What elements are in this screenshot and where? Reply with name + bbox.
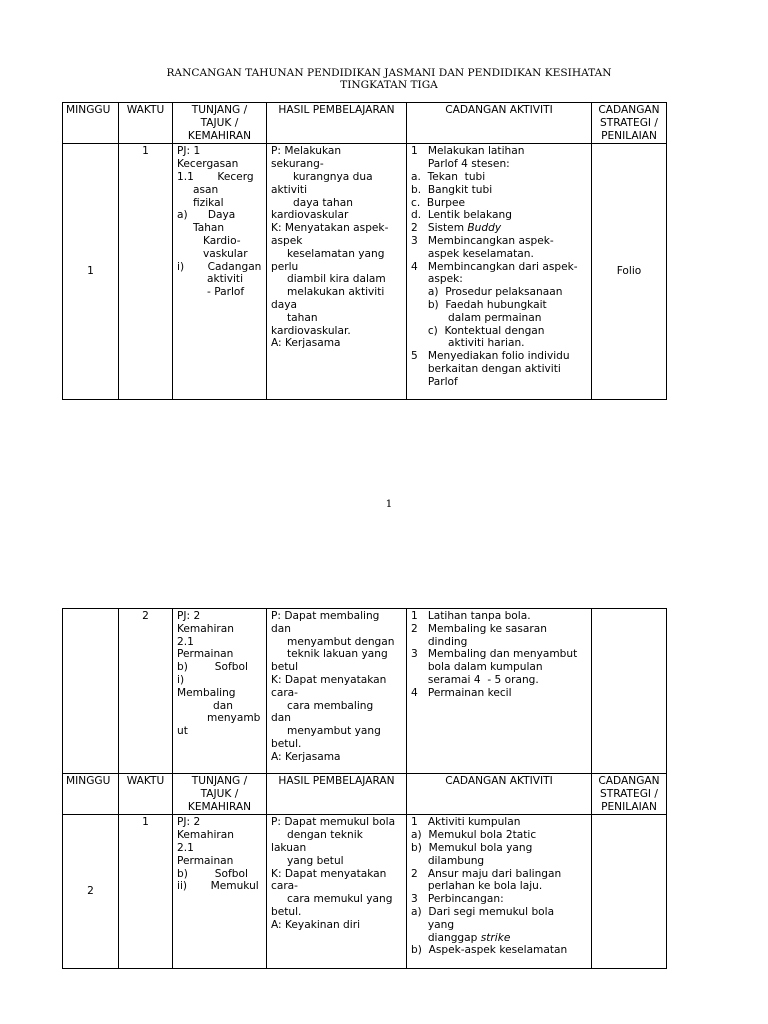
tunjang-cell: PJ: 2 Kemahiran 2.1 Permainan b) Sofbol ii) Memukul [173,815,267,969]
page-number: 1 [385,498,393,510]
hasil-cell: P: Dapat memukul bola dengan teknik lakuan yang betul K: Dapat menyatakan cara- cara memukul yang betul. A: Keyakinan diri [267,815,407,969]
table-row [63,609,667,774]
header-aktiviti: CADANGAN AKTIVITI [407,774,592,815]
hasil-cell: P: Melakukan sekurang- kurangnya dua aktiviti daya tahan kardiovaskular K: Menyatakan aspek- aspek keselamatan yang perlu diambil kira dalam melakukan aktiviti daya tahan kardiovaskular. A: Kerjasama [267,144,407,400]
header-tunjang: TUNJANG / TAJUK / KEMAHIRAN [173,103,267,144]
header-strategi: CADANGAN STRATEGI / PENILAIAN [592,774,667,815]
strike-term: strike [480,931,511,944]
minggu-cell: 1 [63,144,119,400]
document-subtitle: TINGKATAN TIGA [340,79,438,91]
plan-table-2 [62,608,667,969]
hasil-cell: P: Dapat membaling dan menyambut dengan teknik lakuan yang betul K: Dapat menyatakan cara- cara membaling dan menyambut yang betul. A: Kerjasama [267,609,407,774]
header-strategi: CADANGAN STRATEGI / PENILAIAN [592,103,667,144]
aktiviti-cell: 1 Aktiviti kumpulan a) Memukul bola 2tatic b) Memukul bola yang dilambung 2 Ansur maju dari balingan perlahan ke bola laju. 3 Perbincangan: a) Dari segi memukul bola yang dianggap strike b) Aspek-aspek keselamatan [407,815,592,969]
header-waktu: WAKTU [119,103,173,144]
header-hasil: HASIL PEMBELAJARAN [267,774,407,815]
header-aktiviti: CADANGAN AKTIVITI [407,103,592,144]
header-row [63,103,667,144]
header-minggu: MINGGU [63,774,119,815]
minggu-cell: 2 [63,815,119,969]
header-minggu: MINGGU [63,103,119,144]
tunjang-cell: PJ: 2 Kemahiran 2.1 Permainan b) Sofbol i) Membaling dan menyamb ut [173,609,267,774]
waktu-cell: 1 [119,815,173,969]
buddy-term: Buddy [467,222,502,235]
tunjang-cell: PJ: 1 Kecergasan 1.1 Kecerg asan fizikal a) Daya Tahan Kardio- vaskular i) Cadangan aktiviti - Parlof [173,144,267,400]
header-row [63,774,667,815]
table-row [63,815,667,969]
waktu-cell: 2 [119,609,173,774]
aktiviti-cell: 1 Latihan tanpa bola. 2 Membaling ke sasaran dinding 3 Membaling dan menyambut bola dalam kumpulan seramai 4 - 5 orang. 4 Permainan kecil [407,609,592,774]
minggu-cell [63,609,119,774]
header-hasil: HASIL PEMBELAJARAN [267,103,407,144]
strategi-cell [592,609,667,774]
table-row [63,144,667,400]
aktiviti-cell: 1 Melakukan latihan Parlof 4 stesen: a. Tekan tubi b. Bangkit tubi c. Burpee d. Lentik belakang 2 Sistem Buddy 3 Membincangkan aspek- aspek keselamatan. 4 Membincangkan dari aspek- aspek: a) Prosedur pelaksanaan b) Faedah hubungkait dalam permainan c) Kontektual dengan aktiviti harian. 5 Menyediakan folio individu berkaitan dengan aktiviti Parlof [407,144,592,400]
document-title: RANCANGAN TAHUNAN PENDIDIKAN JASMANI DAN PENDIDIKAN KESIHATAN [166,67,612,79]
strategi-cell: Folio [592,144,667,400]
header-tunjang: TUNJANG / TAJUK / KEMAHIRAN [173,774,267,815]
waktu-cell: 1 [119,144,173,400]
strategi-cell [592,815,667,969]
header-waktu: WAKTU [119,774,173,815]
plan-table-1 [62,102,667,400]
